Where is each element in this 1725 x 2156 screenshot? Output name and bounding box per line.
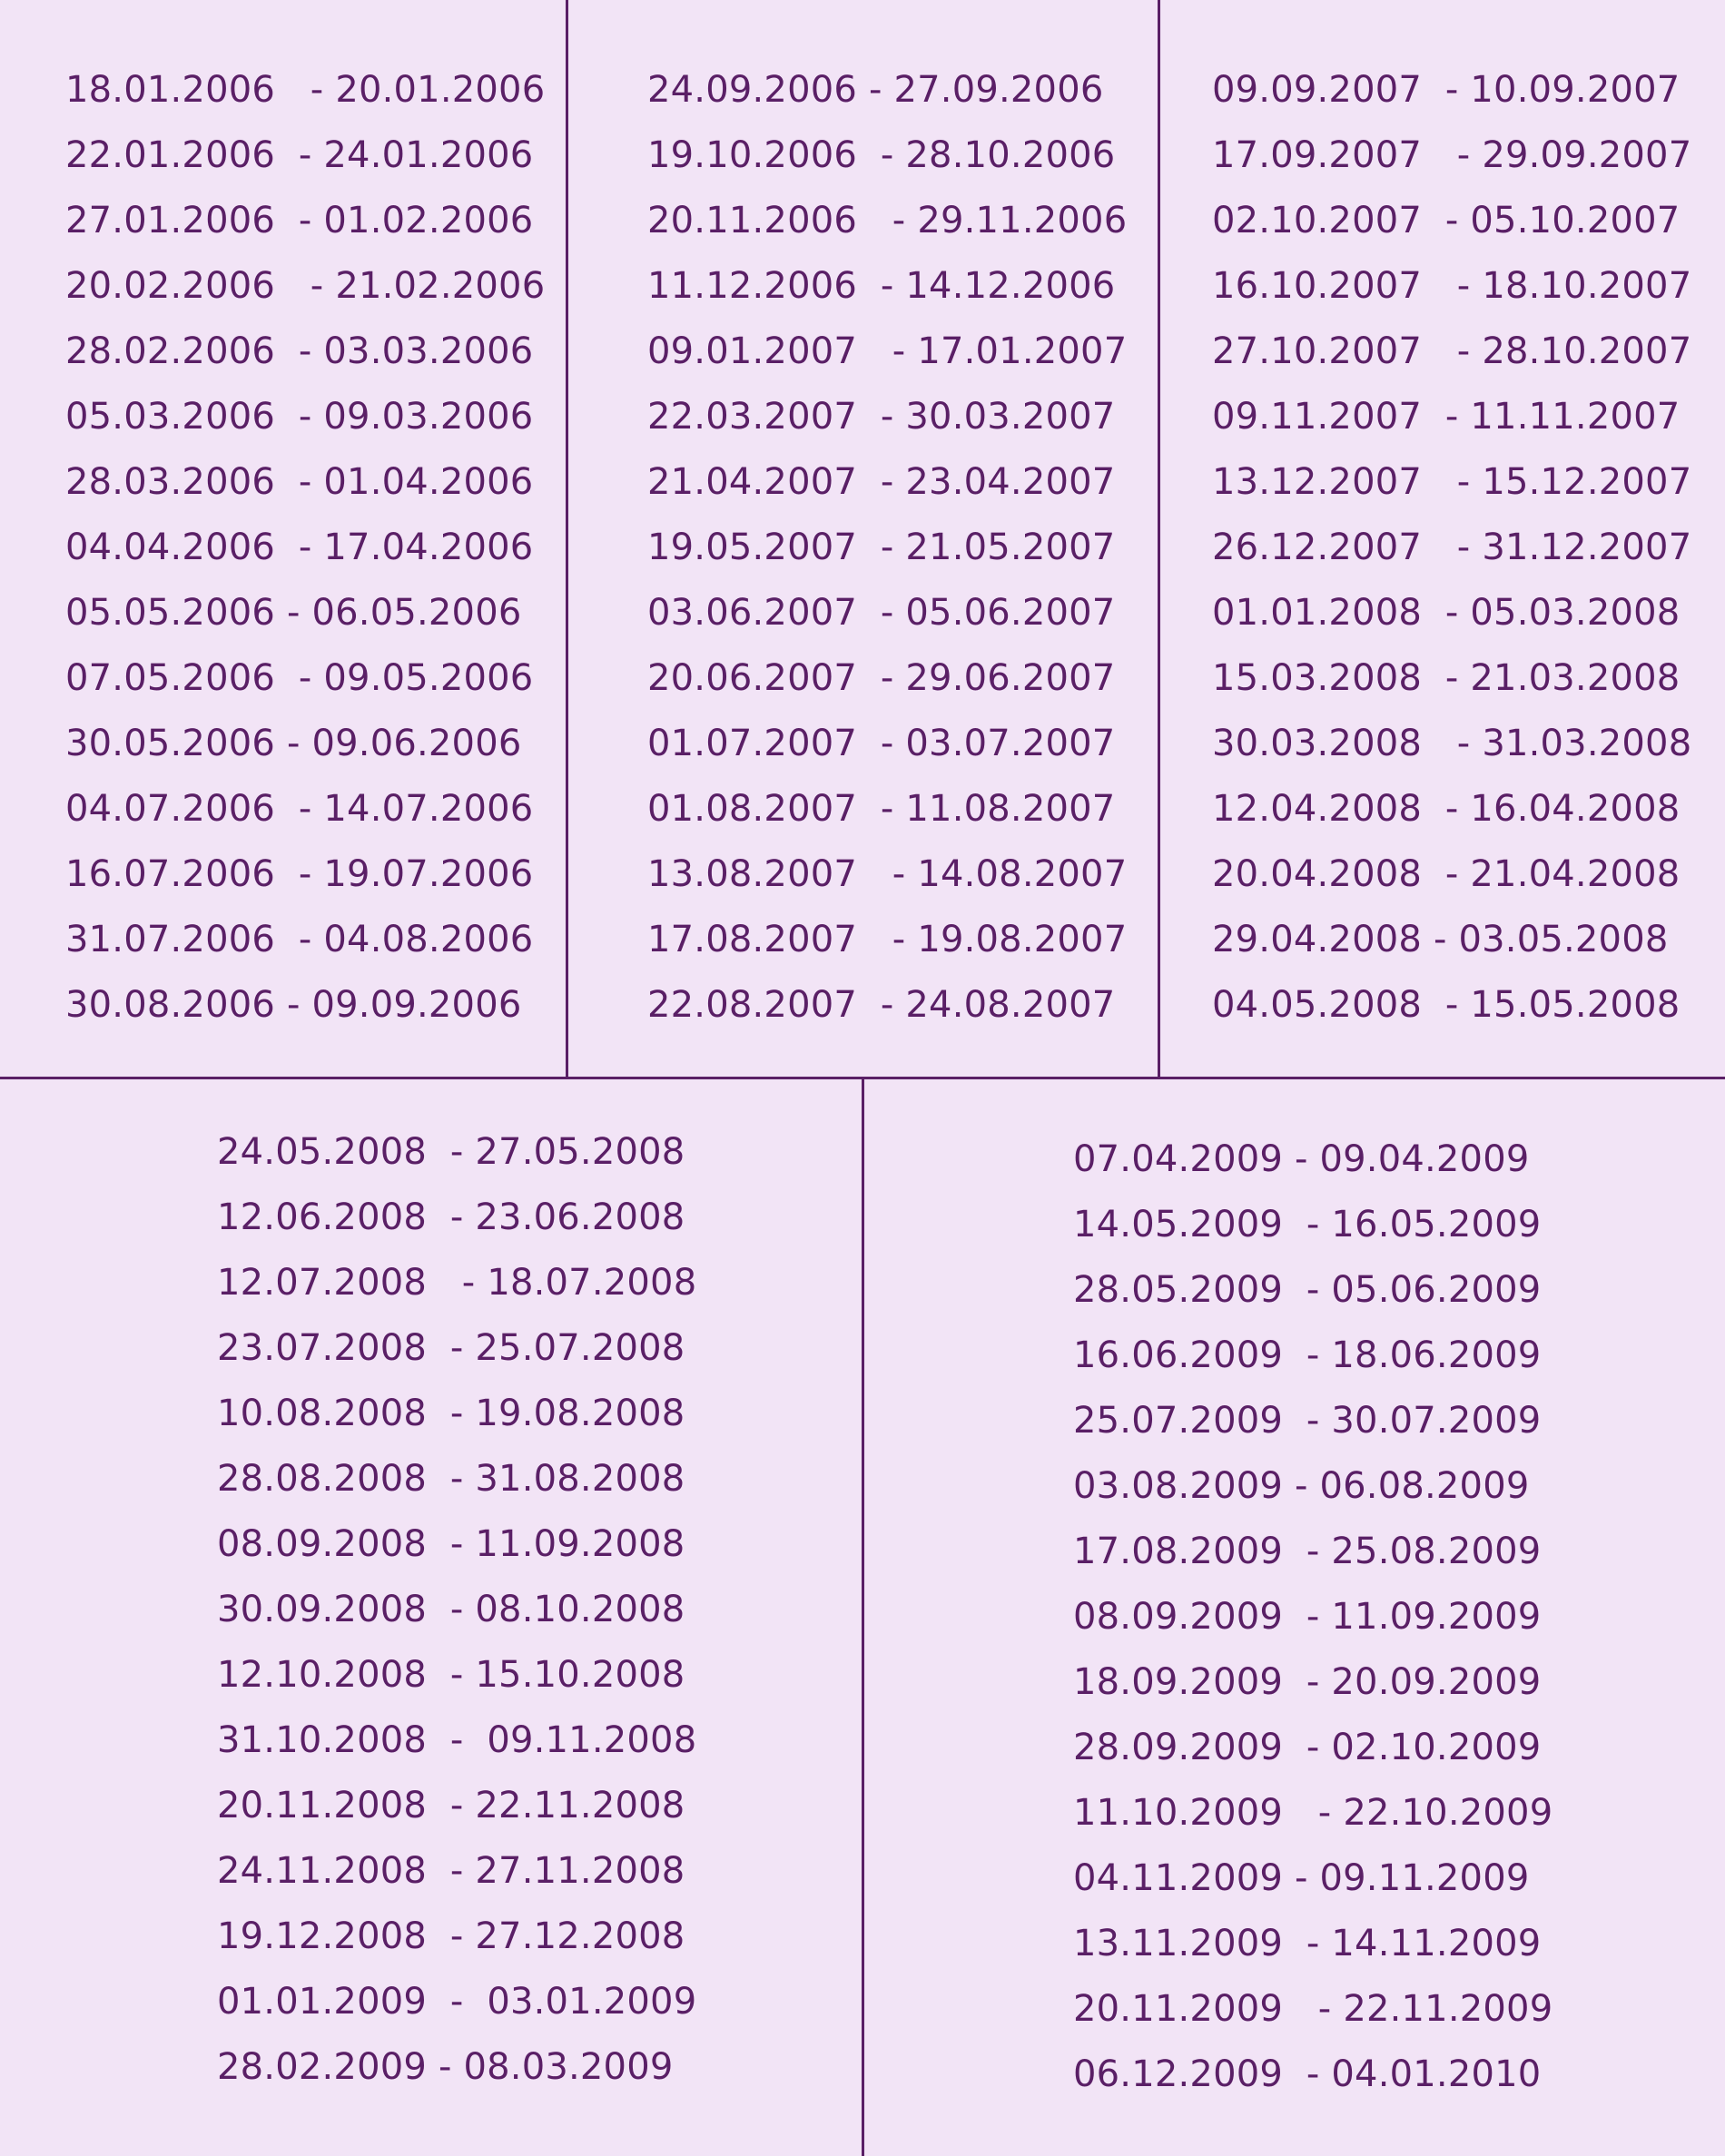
date-range-row: 21.04.2007 - 23.04.2007: [647, 461, 1116, 503]
date-range-row: 08.09.2008 - 11.09.2008: [217, 1523, 685, 1565]
date-range-row: 24.05.2008 - 27.05.2008: [217, 1131, 685, 1173]
date-range-row: 31.07.2006 - 04.08.2006: [65, 919, 534, 960]
date-range-row: 15.03.2008 - 21.03.2008: [1212, 657, 1681, 699]
date-range-row: 10.08.2008 - 19.08.2008: [217, 1393, 685, 1434]
date-range-row: 18.01.2006 - 20.01.2006: [65, 69, 546, 111]
date-range-row: 12.06.2008 - 23.06.2008: [217, 1196, 685, 1238]
date-range-row: 28.09.2009 - 02.10.2009: [1073, 1727, 1542, 1768]
date-range-row: 28.03.2006 - 01.04.2006: [65, 461, 534, 503]
date-range-row: 12.07.2008 - 18.07.2008: [217, 1262, 697, 1304]
date-range-row: 04.07.2006 - 14.07.2006: [65, 788, 534, 830]
date-range-row: 12.10.2008 - 15.10.2008: [217, 1654, 685, 1696]
date-range-row: 20.06.2007 - 29.06.2007: [647, 657, 1116, 699]
date-range-row: 31.10.2008 - 09.11.2008: [217, 1719, 697, 1761]
date-range-row: 20.02.2006 - 21.02.2006: [65, 265, 546, 307]
date-range-row: 05.03.2006 - 09.03.2006: [65, 396, 534, 438]
date-range-row: 25.07.2009 - 30.07.2009: [1073, 1400, 1542, 1442]
date-range-row: 23.07.2008 - 25.07.2008: [217, 1327, 685, 1369]
date-range-row: 22.01.2006 - 24.01.2006: [65, 134, 534, 176]
date-range-row: 22.08.2007 - 24.08.2007: [647, 984, 1116, 1026]
date-range-row: 09.09.2007 - 10.09.2007: [1212, 69, 1681, 111]
date-range-row: 05.05.2006 - 06.05.2006: [65, 592, 522, 634]
date-range-row: 30.08.2006 - 09.09.2006: [65, 984, 522, 1026]
date-range-row: 01.07.2007 - 03.07.2007: [647, 723, 1116, 764]
date-range-row: 14.05.2009 - 16.05.2009: [1073, 1204, 1542, 1245]
date-range-row: 26.12.2007 - 31.12.2007: [1212, 527, 1692, 568]
date-range-row: 17.08.2009 - 25.08.2009: [1073, 1531, 1542, 1572]
date-range-row: 11.10.2009 - 22.10.2009: [1073, 1792, 1553, 1834]
date-range-row: 11.12.2006 - 14.12.2006: [647, 265, 1116, 307]
date-range-row: 13.08.2007 - 14.08.2007: [647, 853, 1128, 895]
date-range-row: 28.02.2006 - 03.03.2006: [65, 330, 534, 372]
date-range-row: 19.10.2006 - 28.10.2006: [647, 134, 1116, 176]
date-range-row: 17.09.2007 - 29.09.2007: [1212, 134, 1692, 176]
date-range-row: 01.01.2008 - 05.03.2008: [1212, 592, 1681, 634]
date-range-row: 16.10.2007 - 18.10.2007: [1212, 265, 1692, 307]
date-range-row: 22.03.2007 - 30.03.2007: [647, 396, 1116, 438]
date-range-row: 20.04.2008 - 21.04.2008: [1212, 853, 1681, 895]
date-range-row: 28.05.2009 - 05.06.2009: [1073, 1269, 1542, 1311]
date-range-row: 16.06.2009 - 18.06.2009: [1073, 1334, 1542, 1376]
date-range-row: 03.08.2009 - 06.08.2009: [1073, 1465, 1530, 1507]
date-range-row: 04.05.2008 - 15.05.2008: [1212, 984, 1681, 1026]
date-range-row: 04.11.2009 - 09.11.2009: [1073, 1857, 1530, 1899]
divider-top-right: [1158, 0, 1160, 1078]
date-range-row: 13.11.2009 - 14.11.2009: [1073, 1923, 1542, 1964]
date-range-row: 28.08.2008 - 31.08.2008: [217, 1458, 685, 1500]
date-range-row: 07.04.2009 - 09.04.2009: [1073, 1138, 1530, 1180]
date-range-row: 20.11.2006 - 29.11.2006: [647, 200, 1128, 241]
date-range-row: 30.09.2008 - 08.10.2008: [217, 1589, 685, 1630]
date-range-row: 28.02.2009 - 08.03.2009: [217, 2046, 674, 2088]
date-range-row: 24.09.2006 - 27.09.2006: [647, 69, 1104, 111]
date-range-row: 04.04.2006 - 17.04.2006: [65, 527, 534, 568]
date-range-row: 07.05.2006 - 09.05.2006: [65, 657, 534, 699]
date-range-row: 01.08.2007 - 11.08.2007: [647, 788, 1116, 830]
date-range-row: 08.09.2009 - 11.09.2009: [1073, 1596, 1542, 1638]
date-range-row: 19.12.2008 - 27.12.2008: [217, 1915, 685, 1957]
date-range-row: 30.03.2008 - 31.03.2008: [1212, 723, 1692, 764]
divider-bottom-middle: [862, 1077, 864, 2156]
date-range-row: 16.07.2006 - 19.07.2006: [65, 853, 534, 895]
date-range-row: 01.01.2009 - 03.01.2009: [217, 1981, 697, 2023]
date-range-row: 20.11.2008 - 22.11.2008: [217, 1785, 685, 1826]
date-range-row: 12.04.2008 - 16.04.2008: [1212, 788, 1681, 830]
date-range-row: 19.05.2007 - 21.05.2007: [647, 527, 1116, 568]
date-range-row: 03.06.2007 - 05.06.2007: [647, 592, 1116, 634]
date-range-row: 06.12.2009 - 04.01.2010: [1073, 2053, 1542, 2095]
date-range-row: 09.01.2007 - 17.01.2007: [647, 330, 1128, 372]
date-range-row: 13.12.2007 - 15.12.2007: [1212, 461, 1692, 503]
date-range-row: 18.09.2009 - 20.09.2009: [1073, 1661, 1542, 1703]
divider-top-left: [566, 0, 568, 1078]
date-range-row: 24.11.2008 - 27.11.2008: [217, 1850, 685, 1892]
date-range-row: 27.10.2007 - 28.10.2007: [1212, 330, 1692, 372]
date-range-row: 09.11.2007 - 11.11.2007: [1212, 396, 1681, 438]
date-range-row: 30.05.2006 - 09.06.2006: [65, 723, 522, 764]
date-range-row: 17.08.2007 - 19.08.2007: [647, 919, 1128, 960]
date-range-row: 02.10.2007 - 05.10.2007: [1212, 200, 1681, 241]
date-range-row: 29.04.2008 - 03.05.2008: [1212, 919, 1669, 960]
date-range-row: 27.01.2006 - 01.02.2006: [65, 200, 534, 241]
date-range-row: 20.11.2009 - 22.11.2009: [1073, 1988, 1553, 2030]
